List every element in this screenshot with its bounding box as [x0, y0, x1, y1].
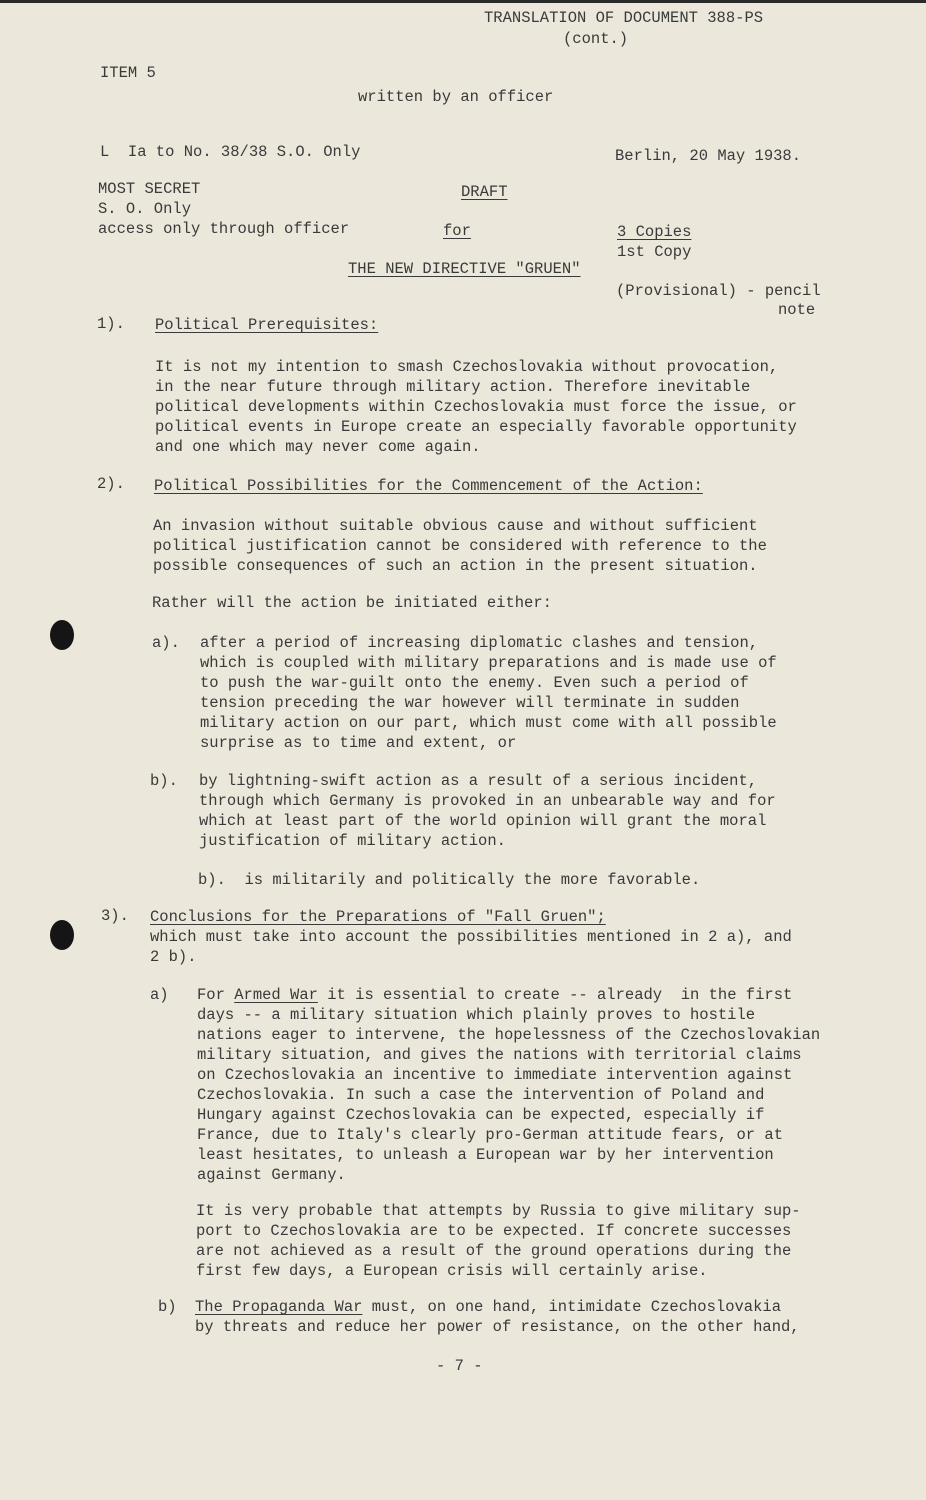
directive-title: THE NEW DIRECTIVE "GRUEN"	[348, 260, 581, 278]
classification-most-secret: MOST SECRET	[98, 180, 201, 198]
section-2-rather: Rather will the action be initiated either:	[152, 594, 552, 612]
page-number: - 7 -	[436, 1357, 483, 1375]
section-3-number: 3).	[101, 907, 129, 925]
section-2b-label: b).	[150, 772, 178, 790]
for-label: for	[443, 222, 471, 240]
armed-war-term: Armed War	[234, 986, 318, 1004]
classification-so-only: S. O. Only	[98, 200, 192, 218]
provisional-note: (Provisional) - pencil	[616, 282, 821, 300]
section-2b-body: by lightning-swift action as a result of a serious incident, through which Germany is provoked in an unbearable way and for which at least part of the world opinion will grant the moral justification of military action.	[199, 772, 776, 850]
section-1-body: It is not my intention to smash Czechoslovakia without provocation, in the near future through military action. Therefore inevitable political developments within Czechoslovakia must force the issue, or political events in Europe create an especially favorable opportunity and one which may never come again.	[155, 358, 797, 456]
copy-number: 1st Copy	[617, 243, 692, 261]
section-2a-body: after a period of increasing diplomatic clashes and tension, which is coupled with military preparations and is made use of to push the war-guilt onto the enemy. Even such a period of tension preceding the war however will terminate in sudden military action on our part, which must come with all possible surprise as to time and extent, or	[200, 634, 777, 752]
propaganda-war-term: The Propaganda War	[195, 1298, 363, 1316]
section-3b-label: b)	[158, 1298, 177, 1316]
classification-access: access only through officer	[98, 220, 350, 238]
punch-hole-upper	[50, 620, 74, 650]
section-3-intro: which must take into account the possibilities mentioned in 2 a), and 2 b).	[150, 928, 792, 966]
section-3b-first-line	[195, 1297, 781, 1317]
item-label: ITEM 5	[100, 64, 156, 82]
section-3a-paragraph-2: It is very probable that attempts by Russia to give military sup- port to Czechoslovakia are to be expected. If concrete successes are not achieved as a result of the ground operations during the first few days, a European crisis will certainly arise.	[196, 1202, 801, 1280]
top-edge	[0, 0, 926, 3]
place-date: Berlin, 20 May 1938.	[615, 147, 802, 165]
section-2-number: 2).	[97, 475, 125, 493]
written-by-note: written by an officer	[358, 88, 554, 106]
section-2b-note: b). is militarily and politically the more favorable.	[198, 871, 701, 889]
reference-number: L Ia to No. 38/38 S.O. Only	[100, 143, 361, 161]
document-cont: (cont.)	[563, 30, 629, 48]
section-2-body: An invasion without suitable obvious cause and without sufficient political justification cannot be considered with reference to the possible consequences of such an action in the present situation.	[153, 517, 767, 575]
draft-label: DRAFT	[461, 183, 508, 201]
section-3a-first-text: it is essential to create -- already in the first	[317, 986, 793, 1004]
section-3-title: Conclusions for the Preparations of "Fall Gruen";	[150, 908, 606, 926]
section-2-title: Political Possibilities for the Commencement of the Action:	[154, 477, 703, 495]
section-3b-body: by threats and reduce her power of resistance, on the other hand,	[195, 1318, 800, 1336]
copies-count: 3 Copies	[617, 223, 692, 241]
section-3a-first-line	[197, 985, 792, 1005]
section-3a-label: a)	[150, 986, 169, 1004]
section-1-title: Political Prerequisites:	[155, 316, 379, 334]
punch-hole-lower	[50, 920, 74, 950]
document-title: TRANSLATION OF DOCUMENT 388-PS	[484, 9, 764, 27]
section-3a-for: For	[197, 986, 235, 1004]
section-3a-body: days -- a military situation which plainly proves to hostile nations eager to intervene, the hopelessness of the Czechoslovakian military situation, and gives the nations with territorial claims on Czechoslovakia an incentive to immediate intervention against Czechoslovakia. In such a case the intervention of Poland and Hungary against Czechoslovakia can be expected, especially if France, due to Italy's clearly pro-German attitude fears, or at least hesitates, to unleash a European war by her intervention against Germany.	[197, 1006, 821, 1184]
pencil-note: note	[778, 301, 816, 319]
section-2a-label: a).	[152, 634, 180, 652]
section-1-number: 1).	[97, 315, 125, 333]
section-3b-first-text: must, on one hand, intimidate Czechoslovakia	[362, 1298, 782, 1316]
